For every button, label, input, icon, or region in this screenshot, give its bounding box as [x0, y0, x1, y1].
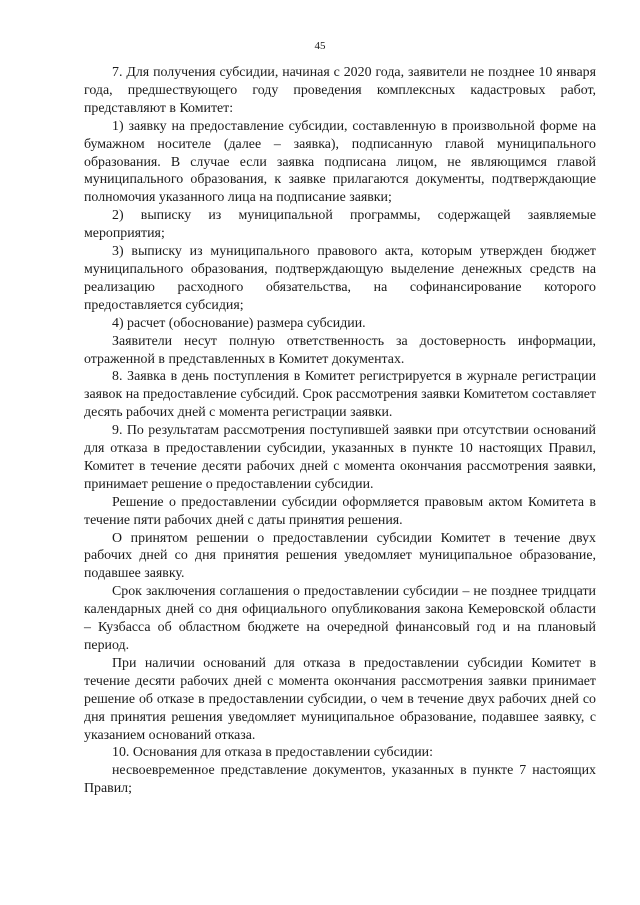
paragraph-refusal: При наличии оснований для отказа в предоставлении субсидии Комитет в течение десяти рабочих дней с момента окончания рассмотрения заявки принимает решение об отказе в предоставлении субсидии, о чем в течение двух рабочих дней со дня принятия решения уведомляет муниципальное образование, подавшее заявку, с указанием оснований отказа.: [84, 655, 596, 743]
paragraph-7-item-3: 3) выписку из муниципального правового акта, которым утвержден бюджет муниципального образования, подтверждающую выделение денежных средств на реализацию расходного обязательства, на софинансирование которого предоставляется субсидия;: [84, 244, 596, 313]
paragraph-7-item-2: 2) выписку из муниципальной программы, содержащей заявляемые мероприятия;: [84, 208, 596, 242]
paragraph-agreement-term: Срок заключения соглашения о предоставлении субсидии – не позднее тридцати календарных дней со дня официального опубликования закона Кемеровской области – Кузбасса об областном бюджете на очередной финансовый год и на плановый период.: [84, 584, 596, 653]
paragraph-7-item-4: 4) расчет (обоснование) размера субсидии.: [112, 315, 366, 331]
paragraph-8: 8. Заявка в день поступления в Комитет регистрируется в журнале регистрации заявок на предоставление субсидий. Срок рассмотрения заявки Комитетом составляет десять рабочих дней с момента регистрации заявки.: [84, 369, 596, 421]
document-body: [84, 64, 596, 798]
paragraph-notification: О принятом решении о предоставлении субсидии Комитет в течение двух рабочих дней со дня принятия решения уведомляет муниципальное образование, подавшее заявку.: [84, 530, 596, 582]
paragraph-7-intro: 7. Для получения субсидии, начиная с 2020 года, заявители не позднее 10 января года, предшествующего году проведения комплексных кадастровых работ, представляют в Комитет:: [84, 65, 596, 116]
paragraph-9: 9. По результатам рассмотрения поступившей заявки при отсутствии оснований для отказа в предоставлении субсидии, указанных в пункте 10 настоящих Правил, Комитет в течение десяти рабочих дней с момента окончания рассмотрения заявки, принимает решение о предоставлении субсидии.: [84, 423, 596, 492]
page-number: 45: [314, 40, 326, 52]
paragraph-10: 10. Основания для отказа в предоставлении субсидии:: [112, 745, 433, 761]
paragraph-responsibility: Заявители несут полную ответственность за достоверность информации, отраженной в представленных в Комитет документах.: [84, 333, 596, 367]
paragraph-7-item-1: 1) заявку на предоставление субсидии, составленную в произвольной форме на бумажном носителе (далее – заявка), подписанную главой муниципального образования. В случае если заявка подписана лицом, не являющимся главой муниципального образования, к заявке прилагаются документы, подтверждающие полномочия указанного лица на подписание заявки;: [84, 118, 596, 206]
paragraph-10-item-1: несвоевременное представление документов, указанных в пункте 7 настоящих Правил;: [84, 763, 596, 797]
paragraph-decision: Решение о предоставлении субсидии оформляется правовым актом Комитета в течение пяти рабочих дней с даты принятия решения.: [84, 494, 596, 528]
